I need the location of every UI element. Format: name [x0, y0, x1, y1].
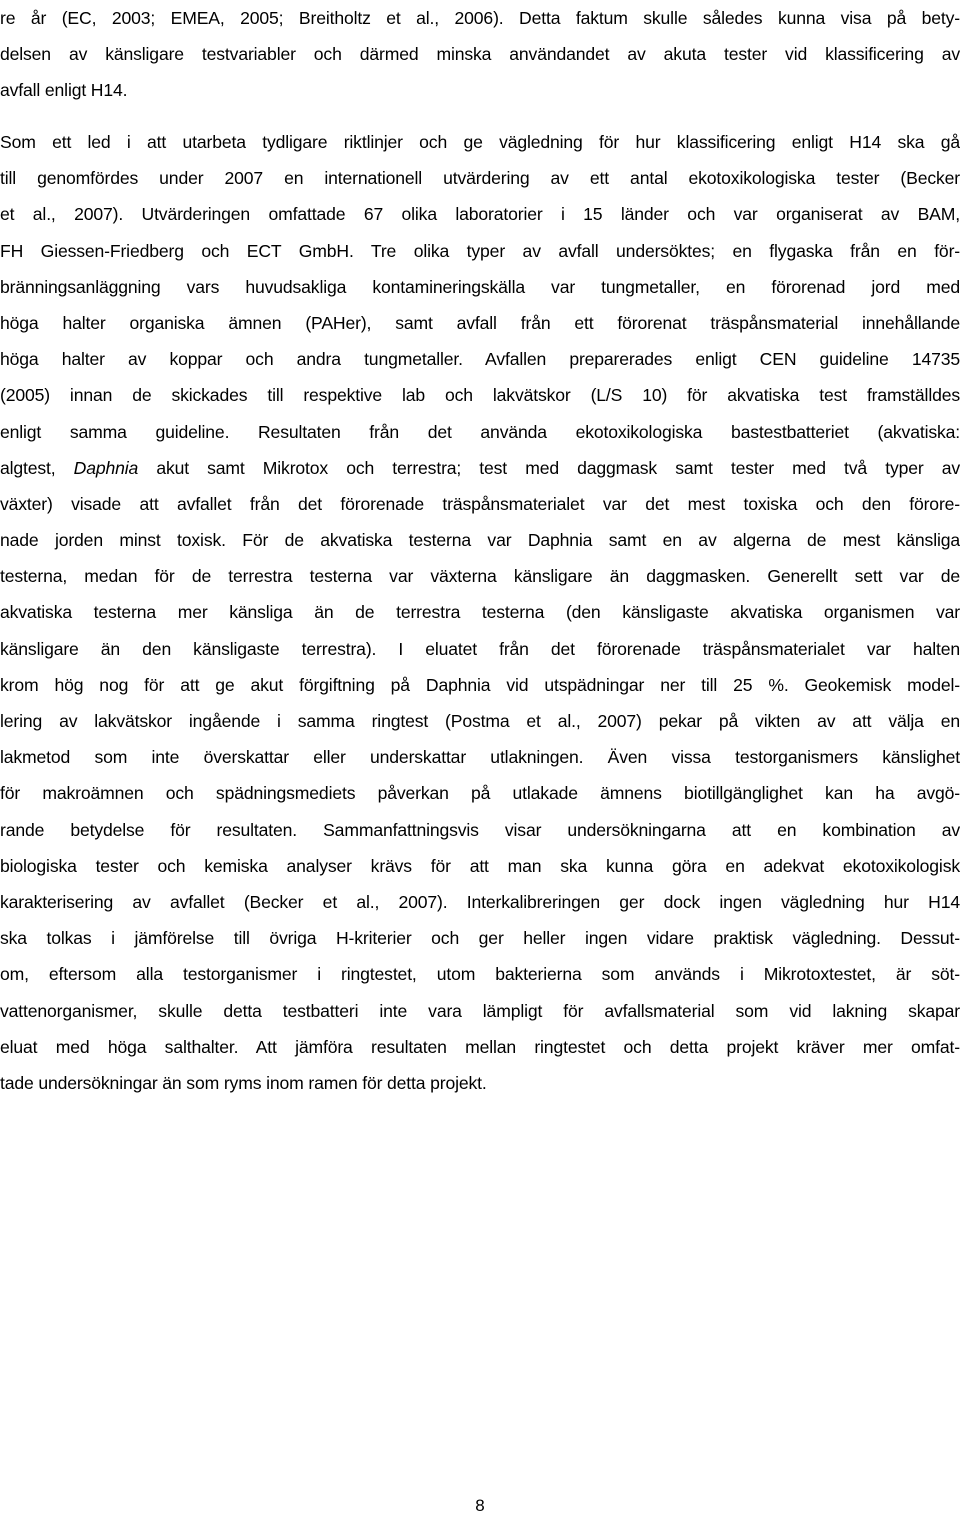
text-line: vattenorganismer, skulle detta testbatteri inte vara lämpligt för avfallsmaterial som vid lakning skapar [0, 1000, 960, 1021]
text-line: lakmetod som inte överskattar eller underskattar utlakningen. Även vissa testorganismers känslighet [0, 747, 960, 768]
text-line: känsligare än den känsligaste terrestra). I eluatet från det förorenade träspånsmaterialet var halten [0, 638, 960, 659]
text-line: enligt samma guideline. Resultaten från det använda ekotoxikologiska bastestbatteriet (akvatiska: [0, 421, 960, 442]
text-line: tade undersökningar än som ryms inom ramen för detta projekt. [0, 1072, 487, 1093]
text-line: biologiska tester och kemiska analyser krävs för att man ska kunna göra en adekvat ekotoxikologisk [0, 855, 960, 876]
text-line: re år (EC, 2003; EMEA, 2005; Breitholtz et al., 2006). Detta faktum skulle således kunna visa på bety- [0, 8, 960, 28]
text-line: algtest, Daphnia akut samt Mikrotox och terrestra; test med daggmask samt tester med två typer av [0, 457, 960, 478]
text-line: ska tolkas i jämförelse till övriga H-kriterier och ger heller ingen vidare praktisk vägledning. Dessut- [0, 928, 960, 949]
text-line: bränningsanläggning vars huvudsakliga kontamineringskälla var tungmetaller, en förorenad jord med [0, 276, 960, 297]
paragraph-ringtest [0, 124, 960, 1101]
text-line: höga halter organiska ämnen (PAHer), samt avfall från ett förorenat träspånsmaterial innehållande [0, 312, 960, 333]
text-line: avfall enligt H14. [0, 80, 128, 101]
text-line: nade jorden minst toxisk. För de akvatiska testerna var Daphnia samt en av algerna de mest känsliga [0, 530, 960, 551]
text-line: om, eftersom alla testorganismer i ringtestet, utom bakterierna som används i Mikrotoxtestet, är söt- [0, 964, 960, 985]
text-line: lering av lakvätskor ingående i samma ringtest (Postma et al., 2007) pekar på vikten av att välja en [0, 711, 960, 731]
text-line: för makroämnen och spädningsmediets påverkan på utlakade ämnens biotillgänglighet kan ha avgö- [0, 783, 960, 804]
page-number: 8 [475, 1496, 485, 1515]
text-line: växter) visade att avfallet från det förorenade träspånsmaterialet var det mest toxiska och den förore- [0, 493, 960, 514]
species-name-italic: Daphnia [73, 457, 139, 478]
text-line: krom hög nog för att ge akut förgiftning på Daphnia vid utspädningar ner till 25 %. Geokemisk model- [0, 674, 960, 695]
text-line: delsen av känsligare testvariabler och därmed minska användandet av akuta tester vid klassificering av [0, 44, 960, 65]
text-line: till genomfördes under 2007 en internationell utvärdering av ett antal ekotoxikologiska tester (Becker [0, 168, 960, 189]
text-line: karakterisering av avfallet (Becker et al., 2007). Interkalibreringen ger dock ingen vägledning hur H14 [0, 891, 960, 912]
paragraph-continued [0, 0, 960, 109]
text-line: FH Giessen-Friedberg och ECT GmbH. Tre olika typer av avfall undersöktes; en flygaska från en för- [0, 240, 960, 261]
text-line: et al., 2007). Utvärderingen omfattade 67 olika laboratorier i 15 länder och var organiserat av BAM, [0, 204, 960, 225]
text-line: Som ett led i att utarbeta tydligare riktlinjer och ge vägledning för hur klassificering enligt H14 ska gå [0, 132, 960, 152]
text-line: akvatiska testerna mer känsliga än de terrestra testerna (den känsligaste akvatiska organismen var [0, 602, 960, 623]
text-line: testerna, medan för de terrestra testerna var växterna känsligare än daggmasken. Generellt sett var de [0, 566, 960, 587]
text-line: höga halter av koppar och andra tungmetaller. Avfallen preparerades enligt CEN guideline 14735 [0, 349, 960, 370]
text-line: rande betydelse för resultaten. Sammanfattningsvis visar undersökningarna att en kombination av [0, 819, 960, 840]
text-line: (2005) innan de skickades till respektive lab och lakvätskor (L/S 10) för akvatiska test framställdes [0, 385, 960, 406]
text-line: eluat med höga salthalter. Att jämföra resultaten mellan ringtestet och detta projekt kräver mer omfat- [0, 1036, 960, 1057]
